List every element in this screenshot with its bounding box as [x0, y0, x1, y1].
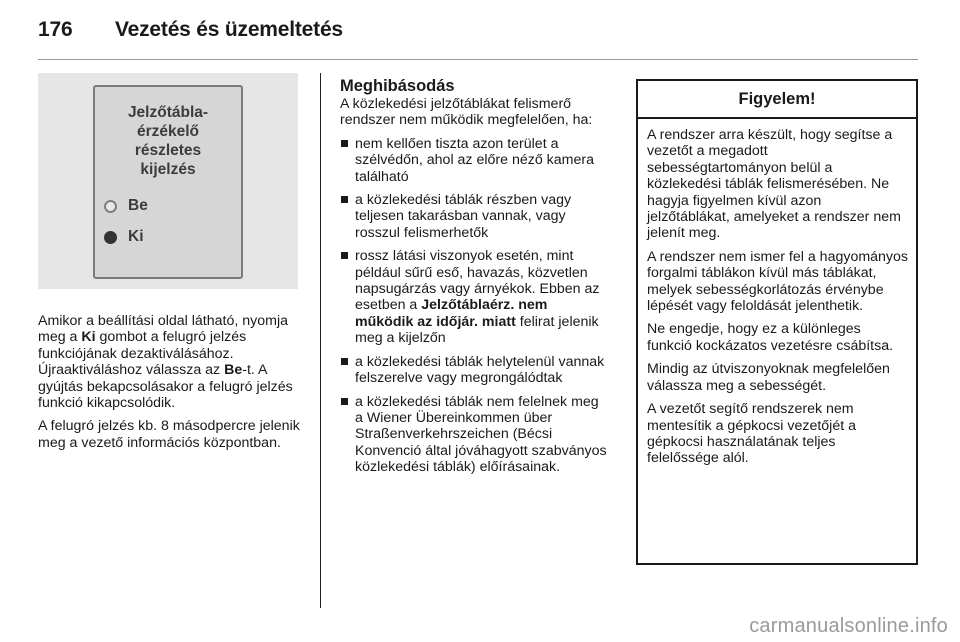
list-item-text: a közlekedési táblák helytelenül vannak felszerelve vagy megrongálódtak: [355, 353, 605, 387]
list-item-text: rossz látási viszonyok esetén, mint például sűrű eső, havazás, közvetlen napsugárzás vagy árnyékok. Ebben az esetben a: [355, 248, 600, 314]
text-run: -t. A gyújtás bekapcsolásakor a felugró jelzés funkció kikapcsolódik.: [38, 362, 293, 412]
page-header: [38, 18, 918, 48]
list-item-text: felirat jelenik meg a kijelzőn: [355, 313, 599, 347]
display-screen: [93, 85, 243, 279]
option-label: Ki: [128, 228, 144, 245]
bold-term: Be: [224, 362, 243, 379]
bullet-square-icon: [341, 358, 348, 365]
list-item-text: a közlekedési táblák részben vagy teljesen takarásban vannak, vagy rosszul felismerhetők: [355, 192, 572, 241]
paragraph: A rendszer nem ismer fel a hagyományos forgalmi táblákon kívül más táblákat, melyek sebességkorlátozás érvénybe lépését vagy feloldását jelenthetik.: [647, 248, 909, 315]
paragraph: A vezetőt segítő rendszerek nem mentesítik a gépkocsi vezetőjét a gépkocsi használatának teljes felelőssége alól.: [647, 401, 856, 467]
page-number: 176: [38, 18, 73, 41]
header-divider: [38, 59, 918, 60]
paragraph: [38, 313, 308, 411]
list-item: [340, 248, 608, 346]
list-item: [340, 192, 608, 241]
paragraph: Mindig az útviszonyoknak megfelelően válassza meg a sebességét.: [647, 361, 890, 394]
warning-title: Figyelem!: [638, 81, 916, 119]
screen-title-line: érzékelő: [136, 123, 200, 140]
page-title: Vezetés és üzemeltetés: [115, 18, 343, 41]
radio-unselected-icon: [104, 200, 117, 213]
list-item-text: a közlekedési táblák nem felelnek meg a Wiener Übereinkommen über Straßenverkehrszeichen (Bécsi Konvenció által jóváhagyott szabványos közlekedési táblák) előírásainak.: [355, 393, 607, 476]
bullet-square-icon: [341, 140, 348, 147]
paragraph: A felugró jelzés kb. 8 másodpercre jelenik meg a vezető információs központban.: [38, 418, 300, 451]
bullet-square-icon: [341, 398, 348, 405]
screen-title: [95, 103, 241, 179]
option-label: Be: [128, 197, 148, 214]
paragraph: Ne engedje, hogy ez a különleges funkció kockázatos vezetésre csábítsa.: [647, 321, 894, 354]
display-illustration: [38, 73, 298, 289]
option-be: [104, 197, 234, 217]
radio-selected-icon: [104, 231, 117, 244]
intro-paragraph: A közlekedési jelzőtáblákat felismerő rendszer nem működik megfelelően, ha:: [340, 96, 593, 129]
option-ki: [104, 228, 234, 248]
text-run: gombot a felugró jelzés funkciójának dezaktiválásához. Újraaktiváláshoz válassza az: [38, 329, 247, 379]
list-item: [340, 354, 608, 387]
bold-term: Ki: [81, 329, 96, 346]
column-divider: [320, 73, 321, 608]
warning-body: [638, 119, 916, 467]
screen-title-line: részletes: [134, 142, 202, 159]
fault-list: [340, 136, 608, 476]
list-item: [340, 394, 608, 476]
text-run: Amikor a beállítási oldal látható, nyomja meg a: [38, 313, 288, 346]
bold-term: Jelzőtáblaérz. nem működik az időjár. miatt: [355, 297, 548, 330]
left-column-text: [38, 313, 308, 458]
screen-title-line: Jelzőtábla-: [127, 104, 209, 121]
list-item-text: nem kellően tiszta azon terület a szélvédőn, ahol az előre néző kamera található: [355, 135, 594, 185]
bullet-square-icon: [341, 196, 348, 203]
bullet-square-icon: [341, 252, 348, 259]
warning-box: [636, 79, 918, 565]
watermark: carmanualsonline.info: [749, 615, 948, 637]
paragraph: A rendszer arra készült, hogy segítse a vezetőt a megadott sebességtartományon belül a közlekedési táblák felismerésében. Ne hagyja figyelmen kívül azon jelzőtáblákat, amelyeket a rendszer nem jelenít meg.: [647, 127, 901, 242]
section-heading: Meghibásodás: [340, 77, 455, 95]
list-item: [340, 136, 608, 185]
screen-title-line: kijelzés: [140, 161, 196, 178]
middle-column: [340, 77, 608, 483]
